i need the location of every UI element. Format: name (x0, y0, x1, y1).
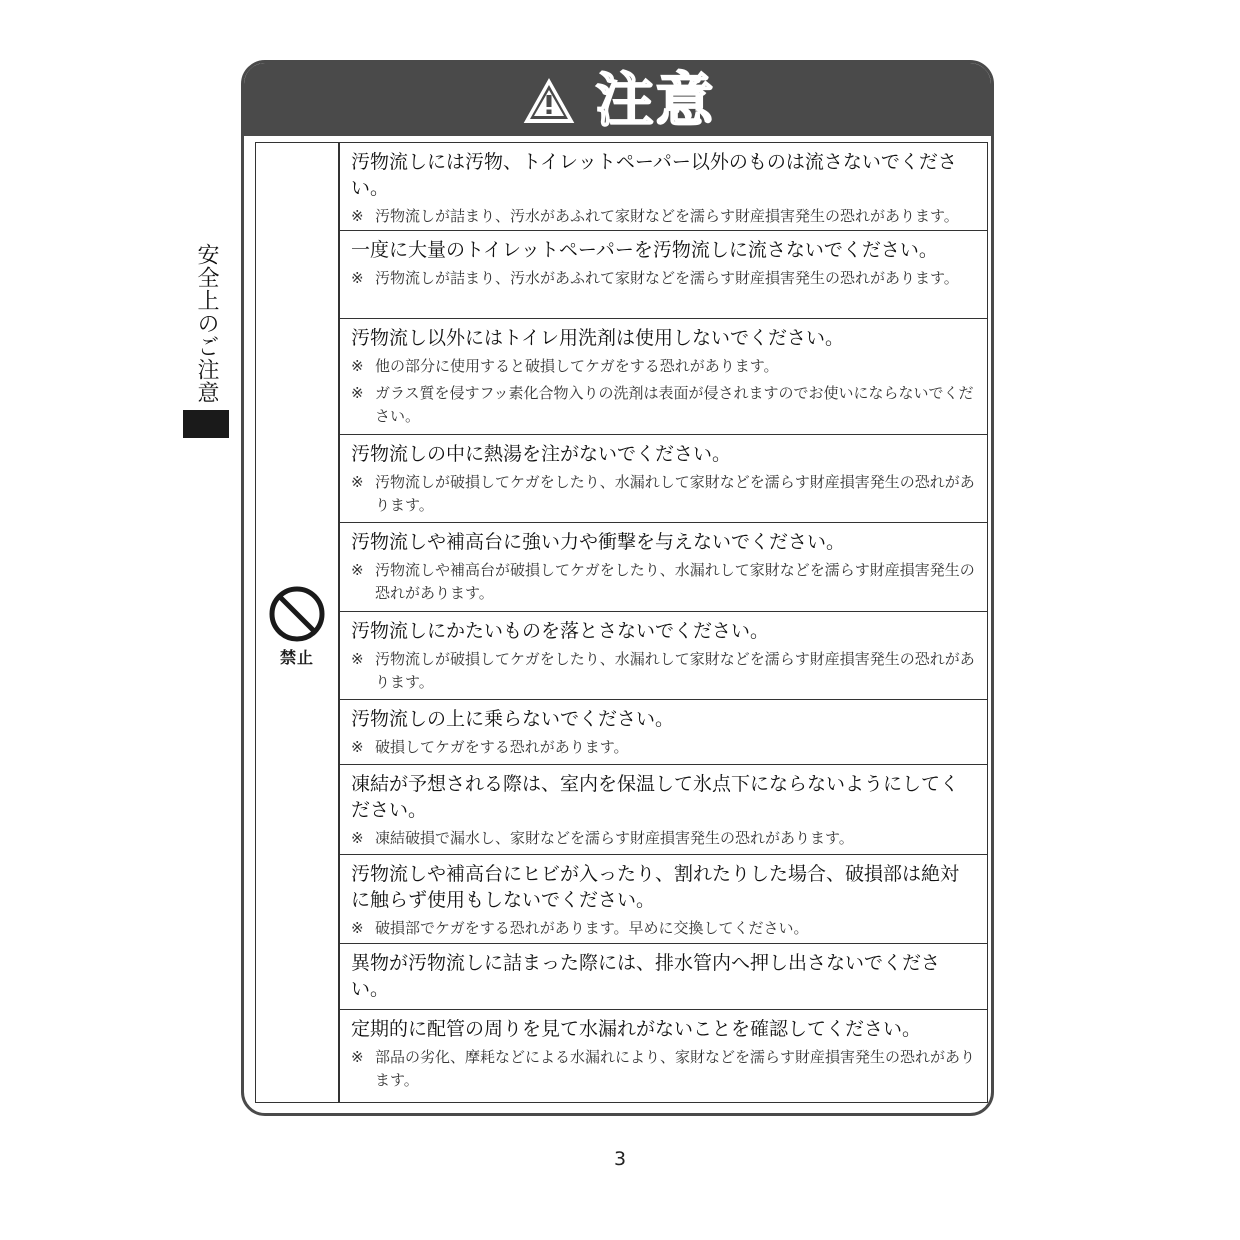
row-note-text: 凍結破損で漏水し、家財などを濡らす財産損害発生の恐れがあります。 (375, 828, 854, 847)
note-mark: ※ (351, 561, 364, 580)
caution-table (255, 142, 988, 1103)
side-tab-marker (183, 410, 229, 438)
caution-row (340, 944, 987, 1010)
row-note-text: 他の部分に使用すると破損してケガをする恐れがあります。 (375, 356, 779, 375)
note-mark: ※ (351, 828, 364, 847)
row-note (351, 917, 977, 940)
row-note (351, 1046, 977, 1092)
row-note-text: 汚物流しが破損してケガをしたり、水漏れして家財などを濡らす財産損害発生の恐れがあります。 (375, 473, 975, 515)
row-note (351, 205, 977, 228)
row-main-text: 異物が汚物流しに詰まった際には、排水管内へ押し出さないでください。 (351, 952, 941, 1001)
row-main-text: 凍結が予想される際は、室内を保温して氷点下にならないようにしてください。 (351, 772, 960, 821)
section-side-tab (183, 243, 229, 438)
row-note-text: 汚物流しが詰まり、汚水があふれて家財などを濡らす財産損害発生の恐れがあります。 (375, 207, 959, 225)
note-mark: ※ (351, 383, 364, 402)
prohibition-column (256, 143, 340, 1102)
note-mark: ※ (351, 650, 364, 668)
caution-row (340, 231, 987, 319)
row-note (351, 827, 977, 850)
caution-row (340, 319, 987, 436)
note-mark: ※ (351, 268, 364, 287)
row-note-text: 破損してケガをする恐れがあります。 (375, 737, 629, 756)
row-note-text: 汚物流しが破損してケガをしたり、水漏れして家財などを濡らす財産損害発生の恐れがあります。 (375, 650, 975, 691)
caution-header (244, 63, 991, 136)
caution-row (340, 143, 987, 231)
row-main-text: 汚物流しにかたいものを落とさないでください。 (351, 620, 770, 642)
row-note-text: 部品の劣化、摩耗などによる水漏れにより、家財などを濡らす財産損害発生の恐れがあります。 (375, 1048, 976, 1090)
caution-row (340, 855, 987, 945)
row-note (351, 559, 977, 605)
note-mark: ※ (351, 473, 364, 492)
row-main-text: 汚物流しには汚物、トイレットペーパー以外のものは流さないでください。 (351, 151, 957, 199)
row-main-text: 汚物流し以外にはトイレ用洗剤は使用しないでください。 (351, 326, 845, 349)
warning-triangle-icon (519, 73, 579, 127)
row-note (351, 648, 977, 694)
note-mark: ※ (351, 207, 364, 225)
row-note (351, 267, 977, 290)
prohibition-label: 禁止 (279, 648, 314, 667)
row-main-text: 一度に大量のトイレットペーパーを汚物流しに流さないでください。 (351, 238, 938, 261)
note-mark: ※ (351, 918, 364, 937)
row-main-text: 汚物流しの上に乗らないでください。 (351, 707, 675, 730)
note-mark: ※ (351, 356, 364, 375)
note-mark: ※ (351, 1048, 364, 1067)
caution-row (340, 523, 987, 612)
row-note (351, 471, 977, 517)
caution-panel (241, 60, 994, 1116)
row-note-text: 破損部でケガをする恐れがあります。早めに交換してください。 (375, 918, 809, 937)
row-main-text: 汚物流しや補高台に強い力や衝撃を与えないでください。 (351, 531, 846, 554)
row-note (351, 382, 977, 428)
caution-row (340, 435, 987, 523)
caution-row (340, 765, 987, 855)
caution-row (340, 700, 987, 765)
row-note (351, 355, 977, 378)
caution-rows (340, 143, 987, 1102)
section-side-label: 安全上のご注意 (194, 243, 219, 404)
page-number: 3 (613, 1148, 627, 1170)
caution-row (340, 612, 987, 700)
row-main-text: 汚物流しや補高台にヒビが入ったり、割れたりした場合、破損部は絶対に触らず使用もしないでください。 (351, 862, 960, 911)
row-note-text: ガラス質を侵すフッ素化合物入りの洗剤は表面が侵されますのでお使いにならないでください。 (375, 383, 974, 425)
prohibition-mark (268, 585, 326, 668)
prohibition-icon (268, 585, 326, 643)
row-main-text: 汚物流しの中に熱湯を注がないでください。 (351, 443, 732, 466)
row-note (351, 736, 977, 759)
row-note-text: 汚物流しや補高台が破損してケガをしたり、水漏れして家財などを濡らす財産損害発生の恐れがあります。 (375, 561, 975, 603)
caution-title: 注意 (595, 65, 716, 134)
row-note-text: 汚物流しが詰まり、汚水があふれて家財などを濡らす財産損害発生の恐れがあります。 (375, 268, 959, 287)
note-mark: ※ (351, 737, 364, 756)
row-main-text: 定期的に配管の周りを見て水漏れがないことを確認してください。 (351, 1018, 922, 1041)
caution-row (340, 1010, 987, 1102)
